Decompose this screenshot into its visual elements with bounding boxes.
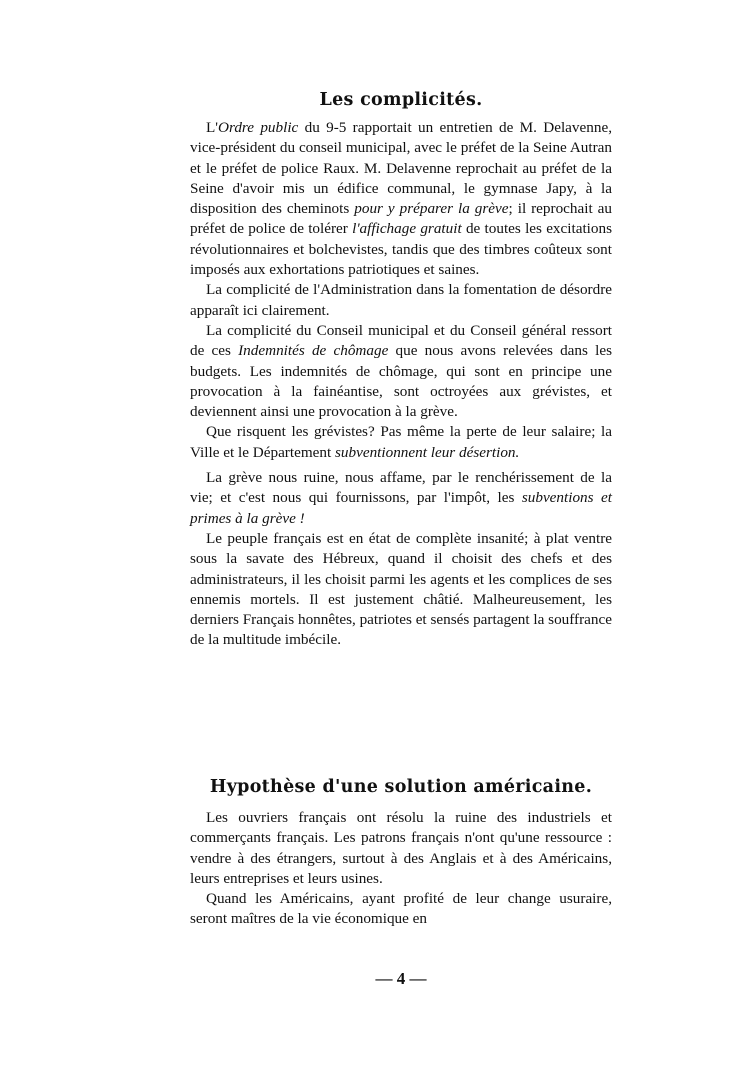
italic-run: Indemnités de chômage bbox=[238, 342, 389, 360]
section-body-complicites bbox=[190, 118, 612, 651]
italic-run: l'affichage gratuit bbox=[352, 220, 462, 238]
text-run: ; il reprochait au préfet de police de tolérer bbox=[190, 200, 612, 238]
italic-run: subventions et primes à la grève ! bbox=[190, 489, 613, 527]
italic-run: pour y préparer la grève bbox=[354, 200, 509, 218]
paragraph bbox=[190, 808, 612, 889]
text-run: La complicité du Conseil municipal et du Conseil général ressort de ces bbox=[190, 321, 612, 360]
section-title-solution-americaine: Hypothèse d'une solution américaine. bbox=[209, 777, 593, 797]
text-run: La grève nous ruine, nous affame, par le renchérissement de la vie; et c'est nous qui fournissons, par l'impôt, les bbox=[190, 469, 612, 507]
text-run: Le peuple français est en état de complète insanité; à plat ventre sous la savate des Hébreux, quand il choisit des chefs et des administrateurs, il les choisit parmi les agents et les complices de ses ennemis mortels. Il est justement châtié. Malheureusement, les derniers Français honnêtes, patriotes et sensés partagent la souffrance de la multitude imbécile. bbox=[190, 529, 612, 649]
section-body-solution-americaine bbox=[190, 808, 612, 930]
text-run: de toutes les excitations révolutionnaires et bolchevistes, tandis que des timbres coûteux sont imposés aux exhortations patriotiques et saines. bbox=[190, 220, 612, 279]
text-run: Quand les Américains, ayant profité de leur change usuraire, seront maîtres de la vie économique en bbox=[190, 890, 612, 928]
paragraph bbox=[190, 118, 612, 280]
text-run: L' bbox=[206, 119, 219, 136]
text-run: La complicité de l'Administration dans la fomentation de désordre apparaît ici clairement. bbox=[190, 281, 612, 319]
italic-run: subventionnent leur désertion. bbox=[335, 443, 520, 461]
text-run: du 9-5 rapportait un entretien de M. Delavenne, vice-président du conseil municipal, avec le préfet de la Seine Autran et le préfet de police Raux. M. Delavenne reprochait au préfet de la Seine d'avoir mis un édifice communal, le gymnase Japy, à la disposition des cheminots bbox=[190, 119, 612, 218]
paragraph bbox=[190, 468, 612, 529]
paragraph bbox=[190, 422, 612, 463]
paragraph bbox=[190, 280, 612, 321]
text-run: Que risquent les grévistes? Pas même la perte de leur salaire; la Ville et le Département bbox=[190, 423, 612, 461]
paragraph bbox=[190, 889, 612, 930]
paragraph bbox=[190, 321, 612, 422]
page-number: — 4 — bbox=[375, 969, 427, 988]
paragraph bbox=[190, 529, 612, 651]
italic-run: Ordre public bbox=[218, 119, 299, 136]
text-run: Les ouvriers français ont résolu la ruine des industriels et commerçants français. Les patrons français n'ont qu'une ressource : vendre à des étrangers, surtout à des Anglais et à des Américains, leurs entreprises et leurs usines. bbox=[190, 809, 612, 887]
section-title-complicites: Les complicités. bbox=[319, 90, 483, 110]
text-run: que nous avons relevées dans les budgets. Les indemnités de chômage, qui sont en principe une provocation à la fainéantise, sont octroyées aux grévistes, et deviennent ainsi une provocation à la grève. bbox=[190, 342, 612, 421]
